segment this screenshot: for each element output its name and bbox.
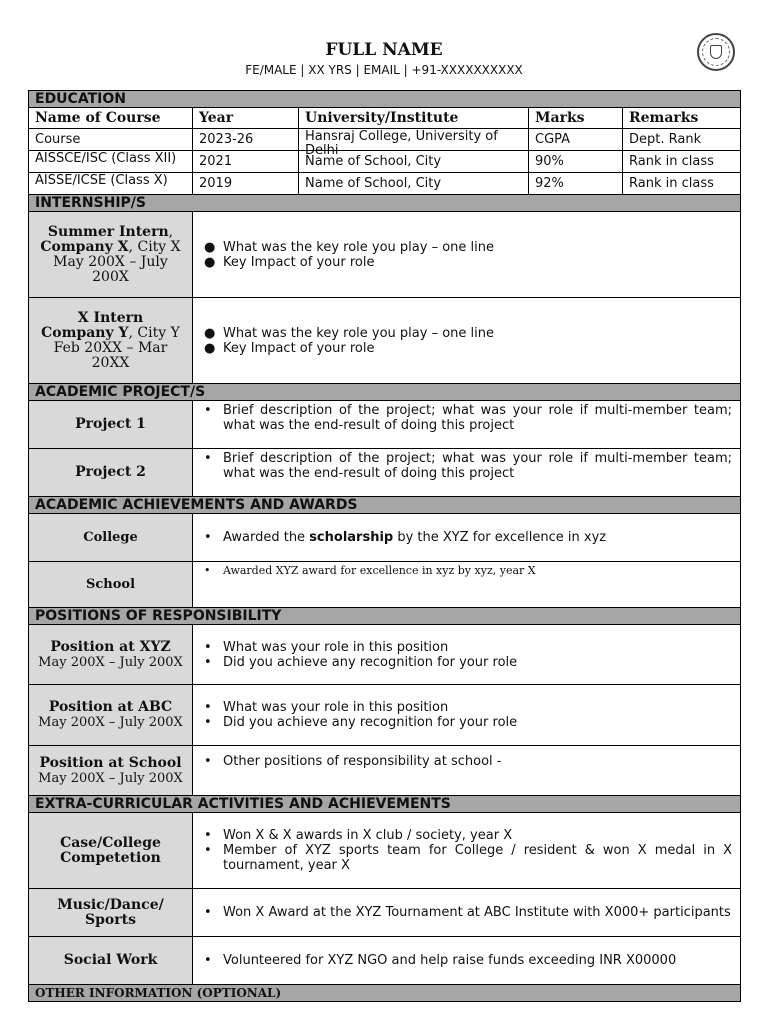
bullet-icon: • — [204, 451, 212, 466]
list-item: • Won X & X awards in X club / society, year X — [204, 828, 513, 843]
bullet-icon: • — [204, 700, 212, 715]
activity-label: Music/Dance/ Sports — [57, 896, 164, 928]
column-header: Remarks — [623, 108, 741, 129]
activity-row — [29, 889, 741, 937]
column-header: Name of Course — [29, 108, 193, 129]
section-achievements: ACADEMIC ACHIEVEMENTS AND AWARDS — [29, 497, 741, 514]
disc-bullet-icon: ● — [204, 254, 216, 270]
personal-details: FE/MALE | XX YRS | EMAIL | +91-XXXXXXXXXX — [245, 63, 523, 77]
activity-label: Social Work — [63, 952, 158, 968]
position-dates: May 200X – July 200X — [38, 770, 183, 786]
table-cell: Dept. Rank — [623, 129, 741, 151]
bullet-icon: • — [204, 403, 212, 418]
position-title: Position at School — [39, 754, 182, 771]
list-item: ● Key Impact of your role — [204, 340, 375, 356]
table-cell: Course — [29, 129, 193, 151]
table-row — [29, 151, 741, 173]
table-row — [29, 129, 741, 151]
position-row — [29, 746, 741, 796]
bullet-icon: • — [204, 953, 212, 968]
column-header: Marks — [529, 108, 623, 129]
section-internships: INTERNSHIP/S — [29, 195, 741, 212]
achievement-label: School — [85, 577, 136, 592]
achievement-label: College — [83, 530, 138, 545]
list-item: ● What was the key role you play – one line — [204, 325, 494, 341]
position-row — [29, 625, 741, 685]
activity-row — [29, 937, 741, 985]
list-item: • Did you achieve any recognition for your role — [204, 654, 518, 670]
section-other-information: OTHER INFORMATION (OPTIONAL) — [29, 985, 741, 1002]
table-cell: Rank in class — [623, 173, 741, 195]
table-cell: 2019 — [193, 173, 299, 195]
table-cell: Name of School, City — [299, 173, 529, 195]
list-item: ● What was the key role you play – one line — [204, 239, 494, 255]
section-education: EDUCATION — [29, 91, 741, 108]
list-item: • Did you achieve any recognition for your role — [204, 715, 518, 730]
bullet-icon: • — [204, 564, 211, 577]
list-item: • What was your role in this position — [204, 639, 449, 655]
achievement-row — [29, 562, 741, 608]
position-row — [29, 685, 741, 746]
project-label: Project 2 — [75, 464, 146, 480]
project-row — [29, 449, 741, 497]
college-seal-icon — [697, 33, 735, 71]
table-cell: AISSE/ICSE (Class X) — [35, 172, 168, 188]
table-cell: AISSCE/ISC (Class XII) — [35, 150, 177, 166]
table-cell: Name of School, City — [299, 151, 529, 173]
table-cell: Hansraj College, University of Delhi — [305, 128, 498, 158]
internship-row — [29, 298, 741, 384]
disc-bullet-icon: ● — [204, 239, 216, 255]
internship-label: X Intern Company Y, City Y Feb 20XX – Mar 20XX — [29, 298, 193, 384]
bullet-icon: • — [204, 530, 212, 545]
table-cell: 92% — [529, 173, 623, 195]
bullet-icon: • — [204, 754, 212, 769]
list-item: • Awarded XYZ award for excellence in xyz by xyz, year X — [204, 564, 536, 577]
position-title: Position at XYZ — [50, 638, 171, 655]
section-extracurricular: EXTRA-CURRICULAR ACTIVITIES AND ACHIEVEMENTS — [29, 796, 741, 813]
table-cell: 2021 — [193, 151, 299, 173]
bullet-icon: • — [204, 843, 212, 858]
section-positions: POSITIONS OF RESPONSIBILITY — [29, 608, 741, 625]
table-cell: 2023-26 — [193, 129, 299, 151]
education-header-row — [29, 108, 741, 129]
full-name: FULL NAME — [325, 40, 443, 60]
table-cell: Rank in class — [623, 151, 741, 173]
disc-bullet-icon: ● — [204, 340, 216, 356]
column-header: Year — [193, 108, 299, 129]
position-dates: May 200X – July 200X — [38, 654, 183, 670]
list-item: • Other positions of responsibility at school - — [204, 754, 502, 769]
disc-bullet-icon: ● — [204, 325, 216, 341]
position-dates: May 200X – July 200X — [38, 715, 183, 730]
resume-header — [28, 40, 740, 79]
activity-label: Case/College Competetion — [60, 834, 161, 866]
table-cell: CGPA — [529, 129, 623, 151]
bullet-icon: • — [204, 639, 212, 655]
list-item: ● Key Impact of your role — [204, 254, 375, 270]
bullet-icon: • — [204, 654, 212, 670]
table-row — [29, 173, 741, 195]
list-item: • Awarded the scholarship by the XYZ for excellence in xyz — [204, 530, 607, 545]
internship-row — [29, 212, 741, 298]
list-item: • Won X Award at the XYZ Tournament at ABC Institute with X000+ participants — [204, 905, 731, 920]
section-projects: ACADEMIC PROJECT/S — [29, 384, 741, 401]
project-label: Project 1 — [75, 416, 146, 432]
column-header: University/Institute — [299, 108, 529, 129]
achievement-row — [29, 514, 741, 562]
position-title: Position at ABC — [48, 699, 173, 715]
table-cell: 90% — [529, 151, 623, 173]
list-item: • Brief description of the project; what was your role if multi-member team; what was the end-result of doing this project — [204, 451, 733, 481]
bullet-icon: • — [204, 828, 212, 843]
activity-row — [29, 813, 741, 889]
list-item: • What was your role in this position — [204, 700, 449, 715]
list-item: • Volunteered for XYZ NGO and help raise funds exceeding INR X00000 — [204, 953, 677, 968]
internship-label: Summer Intern, Company X, City X May 200X – July 200X — [29, 212, 193, 298]
bullet-icon: • — [204, 905, 212, 920]
bullet-icon: • — [204, 715, 212, 730]
list-item: • Brief description of the project; what was your role if multi-member team; what was the end-result of doing this project — [204, 403, 733, 433]
resume-body — [28, 90, 740, 1002]
list-item: • Member of XYZ sports team for College / resident & won X medal in X tournament, year X — [204, 843, 733, 873]
project-row — [29, 401, 741, 449]
